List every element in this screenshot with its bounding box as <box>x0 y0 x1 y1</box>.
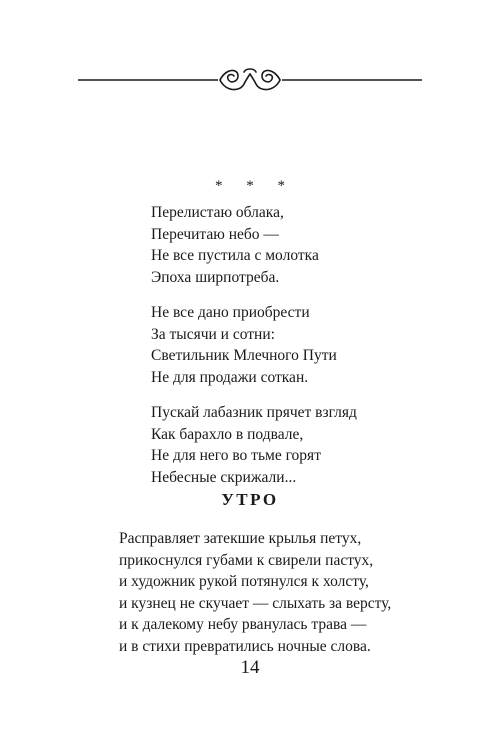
poem-line: прикоснулся губами к свирели пастух, <box>119 551 374 569</box>
poem-line: Эпоха ширпотреба. <box>151 268 280 286</box>
poem-line: Пускай лабазник прячет взгляд <box>151 404 357 421</box>
poem-line: Светильник Млечного Пути <box>151 347 337 364</box>
poem-line: и художник рукой потянулся к холсту, <box>119 573 369 590</box>
poem-line: За тысячи и сотни: <box>151 325 275 343</box>
poem-line: и к далекому небу рванулась трава — <box>119 616 367 633</box>
stanza-2 <box>151 302 451 388</box>
header-ornament <box>78 62 422 98</box>
poem-line: Перелистаю облака, <box>151 204 284 221</box>
poem-line: Как барахло в подвале, <box>151 425 304 443</box>
page-number: 14 <box>240 657 260 678</box>
poem-line: и в стихи превратились ночные слова. <box>119 637 371 655</box>
poem-line: Не для него во тьме горят <box>151 447 321 464</box>
poem-line: Расправляет затекшие крылья петух, <box>119 530 362 547</box>
stanza-3 <box>151 402 451 488</box>
scroll-ornament-icon <box>220 69 280 90</box>
poem-line: Не все пустила с молотка <box>151 247 319 264</box>
poem-line: Перечитаю небо — <box>151 225 279 243</box>
poem-line: Не все дано приобрести <box>151 304 310 321</box>
stanza-separator: * * * <box>215 178 295 194</box>
poem-line: Не для продажи соткан. <box>151 368 309 386</box>
poem-line: Небесные скрижали... <box>151 468 297 486</box>
poem-title: УТРО <box>221 490 279 509</box>
poem-untitled <box>151 202 451 502</box>
poem-utro <box>119 528 459 657</box>
stanza-1 <box>151 202 451 288</box>
poem-line: и кузнец не скучает — слыхать за версту, <box>119 594 392 612</box>
